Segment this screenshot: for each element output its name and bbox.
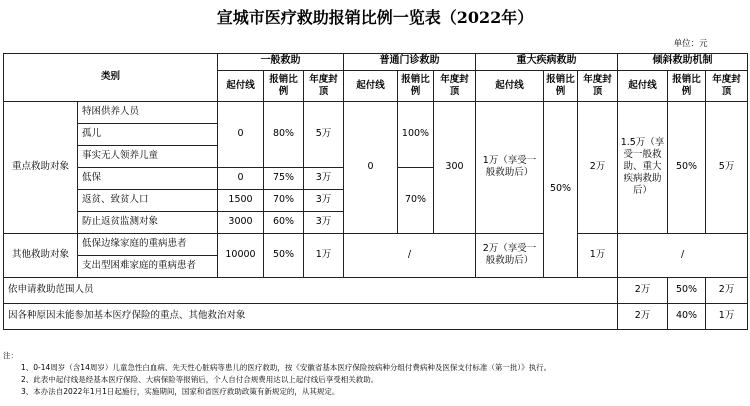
outpatient-other: / xyxy=(344,233,476,277)
general-start: 3000 xyxy=(218,211,264,233)
extra-row-ratio: 40% xyxy=(668,303,706,329)
general-cap: 3万 xyxy=(304,189,344,211)
reimbursement-table xyxy=(3,37,748,330)
header-ratio: 报销比例 xyxy=(398,70,434,101)
general-ratio: 75% xyxy=(264,167,304,189)
header-group-general: 一般救助 xyxy=(218,53,344,70)
general-start: 0 xyxy=(218,167,264,189)
header-group-outpatient: 普通门诊救助 xyxy=(344,53,476,70)
note-3: 3、本办法自2022年1月1日起施行，实施期间，国家和省医疗救助政策有新规定的，从其规定。 xyxy=(21,387,340,396)
general-ratio: 80% xyxy=(264,101,304,167)
major-cap-key: 2万 xyxy=(578,101,618,233)
general-cap: 3万 xyxy=(304,211,344,233)
row-label-tekun: 特困供养人员 xyxy=(78,101,218,123)
header-group-major: 重大疾病救助 xyxy=(476,53,618,70)
tilt-cap-key: 5万 xyxy=(706,101,748,233)
header-category: 类别 xyxy=(4,53,218,101)
outpatient-ratio-a: 100% xyxy=(398,101,434,167)
notes xyxy=(3,350,747,398)
note-2: 2、此表中起付线是经基本医疗保险、大病保险等报销后，个人自付合规费用达以上起付线后享受相关救助。 xyxy=(21,375,379,384)
tilt-start-key: 1.5万（享受一般救助、重大疾病救助后） xyxy=(618,101,668,233)
note-1: 1、0-14周岁（含14周岁）儿童急性白血病、先天性心脏病等患儿的医疗救助，按《安徽省基本医疗保险按病种分组付费病种及医保支付标准（第一批）》执行。 xyxy=(21,363,552,372)
general-ratio: 70% xyxy=(264,189,304,211)
extra-row-start: 2万 xyxy=(618,277,668,303)
major-start-other: 2万（享受一般救助后） xyxy=(476,233,544,277)
page-title: 宣城市医疗救助报销比例一览表（2022年） xyxy=(216,8,534,27)
extra-row-cap: 2万 xyxy=(706,277,748,303)
header-group-tilt: 倾斜救助机制 xyxy=(618,53,748,70)
general-cap: 1万 xyxy=(304,233,344,277)
general-start: 1500 xyxy=(218,189,264,211)
extra-row-start: 2万 xyxy=(618,303,668,329)
row-label-unadopted: 事实无人领养儿童 xyxy=(78,145,218,167)
header-cap: 年度封顶 xyxy=(434,70,476,101)
header-ratio: 报销比例 xyxy=(264,70,304,101)
unit-label: 单位：元 xyxy=(4,37,748,53)
header-cap: 年度封顶 xyxy=(706,70,748,101)
general-start: 0 xyxy=(218,101,264,167)
tilt-ratio-key: 50% xyxy=(668,101,706,233)
header-cap: 年度封顶 xyxy=(304,70,344,101)
other-group-label: 其他救助对象 xyxy=(4,233,78,277)
row-label-expense: 支出型困难家庭的重病患者 xyxy=(78,255,218,277)
general-cap: 5万 xyxy=(304,101,344,167)
header-cap: 年度封顶 xyxy=(578,70,618,101)
general-cap: 3万 xyxy=(304,167,344,189)
outpatient-ratio-b: 70% xyxy=(398,167,434,233)
header-ratio: 报销比例 xyxy=(544,70,578,101)
outpatient-cap: 300 xyxy=(434,101,476,233)
header-start-line: 起付线 xyxy=(218,70,264,101)
general-ratio: 60% xyxy=(264,211,304,233)
header-start-line: 起付线 xyxy=(476,70,544,101)
major-start-key: 1万（享受一般救助后） xyxy=(476,101,544,233)
notes-head: 注： xyxy=(3,351,18,360)
extra-row-ratio: 50% xyxy=(668,277,706,303)
outpatient-start: 0 xyxy=(344,101,398,233)
general-ratio: 50% xyxy=(264,233,304,277)
general-start: 10000 xyxy=(218,233,264,277)
extra-row-label: 因各种原因未能参加基本医疗保险的重点、其他救治对象 xyxy=(4,303,618,329)
extra-row-label: 依申请救助范围人员 xyxy=(4,277,618,303)
header-start-line: 起付线 xyxy=(618,70,668,101)
row-label-dibao: 低保 xyxy=(78,167,218,189)
row-label-monitor: 防止返贫监测对象 xyxy=(78,211,218,233)
header-ratio: 报销比例 xyxy=(668,70,706,101)
major-cap-other: 1万 xyxy=(578,233,618,277)
tilt-other: / xyxy=(618,233,748,277)
header-start-line: 起付线 xyxy=(344,70,398,101)
extra-row-cap: 1万 xyxy=(706,303,748,329)
row-label-edge: 低保边缘家庭的重病患者 xyxy=(78,233,218,255)
major-ratio: 50% xyxy=(544,101,578,277)
row-label-poverty: 返贫、致贫人口 xyxy=(78,189,218,211)
key-group-label: 重点救助对象 xyxy=(4,101,78,233)
row-label-orphan: 孤儿 xyxy=(78,123,218,145)
